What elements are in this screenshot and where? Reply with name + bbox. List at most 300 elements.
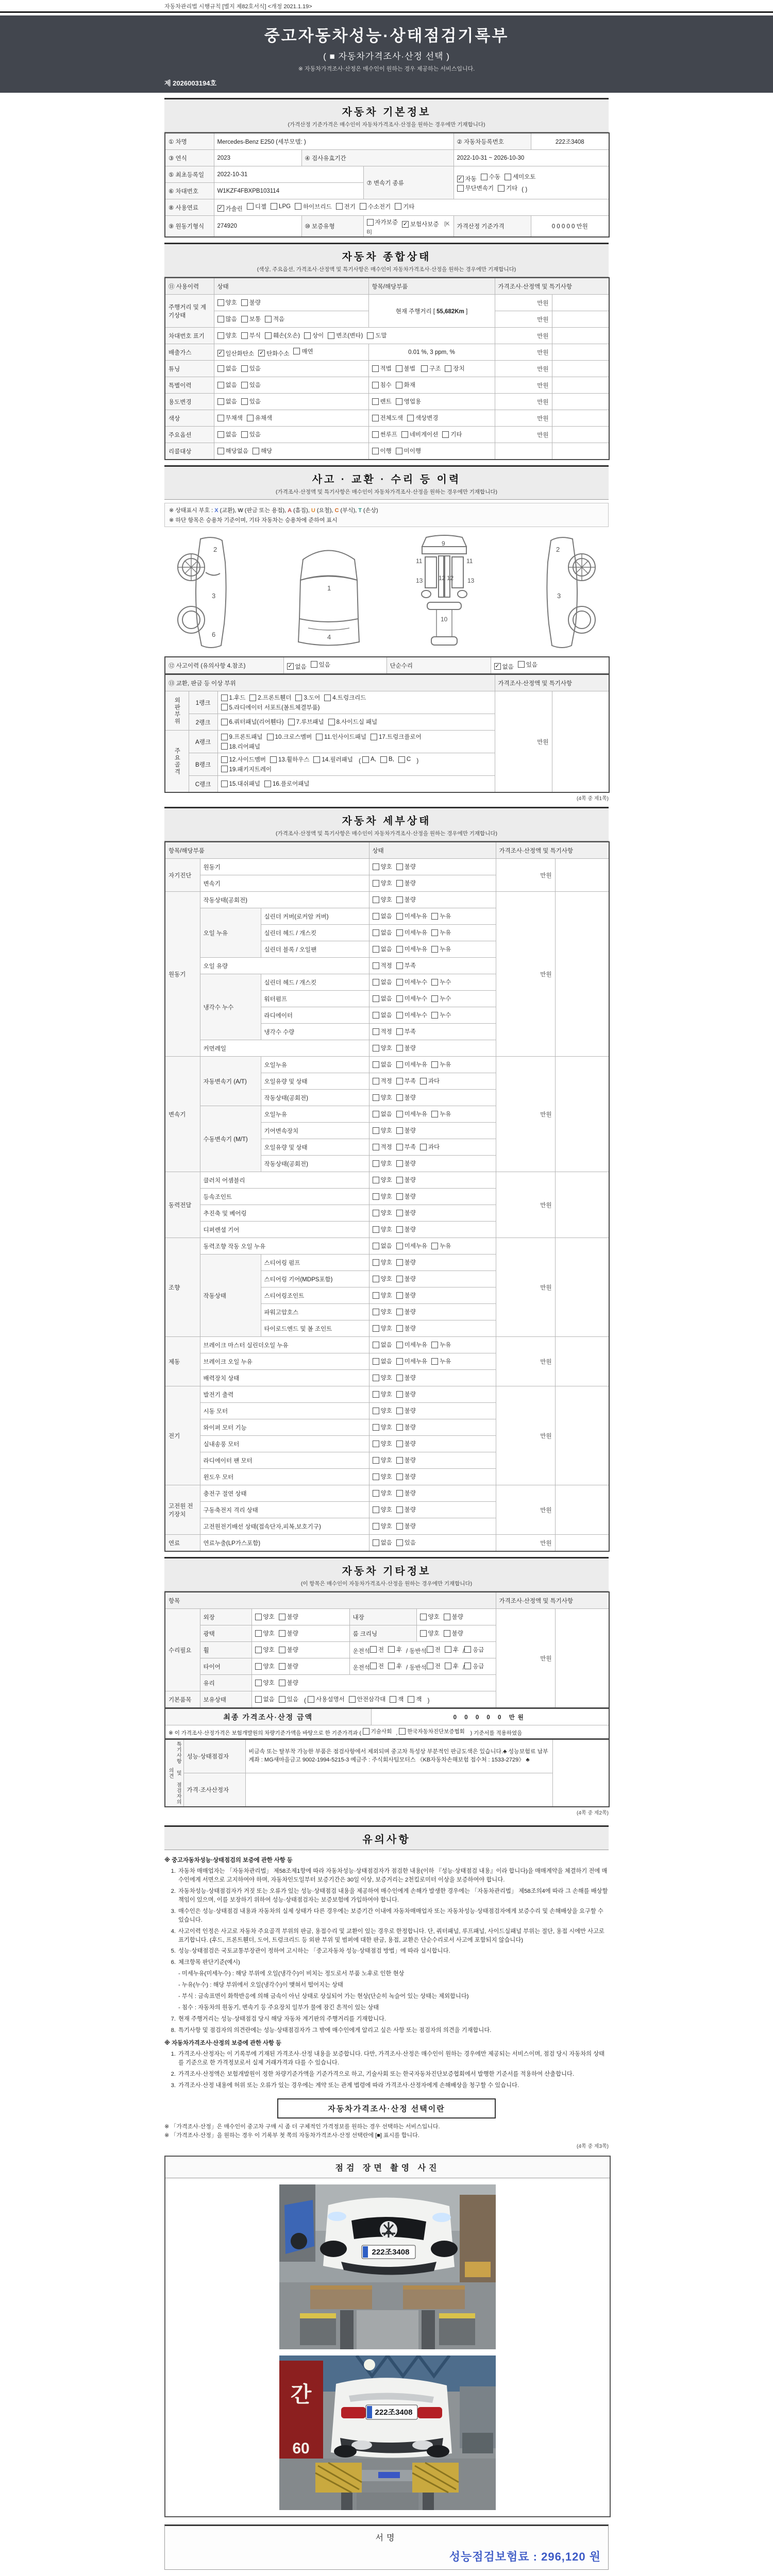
checkbox-누유[interactable] bbox=[431, 1341, 451, 1349]
checkbox-box bbox=[217, 299, 224, 306]
checkbox-가솔린[interactable] bbox=[217, 205, 243, 213]
checkbox-box bbox=[279, 1630, 285, 1637]
checkbox-불량[interactable] bbox=[279, 1646, 298, 1654]
checkbox-기타[interactable] bbox=[442, 430, 462, 438]
checkbox-미세누수[interactable] bbox=[396, 1011, 427, 1019]
checkbox-불량[interactable] bbox=[396, 1275, 416, 1283]
checkbox-없음[interactable] bbox=[373, 1110, 392, 1118]
checkbox-label: 양호 bbox=[380, 1326, 392, 1332]
checkbox-box bbox=[241, 299, 248, 306]
checkbox-수동[interactable] bbox=[481, 173, 500, 181]
final-price-value: 0 0 0 0 0 만원 bbox=[371, 1708, 609, 1725]
checkbox-box bbox=[390, 1696, 396, 1703]
value-cell bbox=[552, 427, 609, 443]
checkbox-이행[interactable] bbox=[372, 447, 392, 455]
checkbox-안전삼각대[interactable] bbox=[349, 1695, 386, 1703]
checkbox-응급[interactable] bbox=[464, 1662, 484, 1670]
section-other-header bbox=[164, 1557, 609, 1591]
checkbox-양호[interactable] bbox=[373, 1258, 392, 1266]
checkbox-불량[interactable] bbox=[396, 895, 416, 904]
value-cell bbox=[369, 1073, 496, 1090]
checkbox-네비게이션[interactable] bbox=[401, 430, 439, 438]
checkbox-box bbox=[421, 365, 428, 372]
label-cell: B랭크 bbox=[189, 753, 217, 776]
checkbox-후[interactable] bbox=[445, 1646, 459, 1654]
checkbox-세미오토[interactable] bbox=[505, 173, 535, 181]
checkbox-label: 있음 bbox=[318, 662, 330, 668]
checkbox-양호[interactable] bbox=[373, 1522, 392, 1530]
checkbox-누유[interactable] bbox=[431, 1357, 451, 1365]
checkbox-4.트렁크리드[interactable] bbox=[324, 693, 366, 702]
section-overall-title: 자동차 종합상태 bbox=[342, 251, 431, 263]
checkbox-과다[interactable] bbox=[420, 1143, 440, 1151]
checkbox-box bbox=[373, 1325, 379, 1332]
checkbox-무단변속기[interactable] bbox=[457, 184, 494, 192]
checkbox-양호[interactable] bbox=[373, 1472, 392, 1481]
checkbox-18.리어패널[interactable] bbox=[221, 742, 260, 751]
checkbox-한국자동차진단보증협회[interactable]: 한국자동차진단보증협회 bbox=[399, 1727, 465, 1735]
checkbox-양호[interactable] bbox=[373, 1390, 392, 1398]
checkbox-label: 적음 bbox=[273, 316, 285, 323]
checkbox-양호[interactable] bbox=[217, 298, 237, 307]
label-cell: 변속기 bbox=[165, 1057, 200, 1172]
checkbox-불량[interactable] bbox=[396, 1291, 416, 1299]
label-cell: 휠 bbox=[200, 1642, 251, 1658]
checkbox-label: 없음 bbox=[380, 1111, 392, 1118]
checkbox-불량[interactable] bbox=[396, 1176, 416, 1184]
checkbox-해당[interactable] bbox=[253, 447, 272, 455]
value-cell bbox=[555, 1535, 609, 1552]
checkbox-label: 13.휠하우스 bbox=[278, 757, 310, 763]
checkbox-양호[interactable] bbox=[373, 1374, 392, 1382]
checkbox-box bbox=[396, 1226, 403, 1233]
checkbox-없음[interactable] bbox=[373, 928, 392, 937]
photo-section-title: 점검 장면 촬영 사진 bbox=[165, 2157, 610, 2178]
checkbox-양호[interactable] bbox=[255, 1613, 275, 1621]
checkbox-있음[interactable] bbox=[518, 660, 537, 669]
opinion-appraiser-text bbox=[245, 1773, 552, 1807]
checkbox-7.루브패널[interactable] bbox=[288, 718, 324, 726]
select-note-line: ※ 「가격조사·산정」을 원하는 경우 이 기록부 첫 쪽의 자동차가격조사·산정 선택란에 [■] 표시를 합니다. bbox=[164, 2132, 419, 2139]
checkbox-label: 불량 bbox=[404, 1523, 416, 1530]
checkbox-box bbox=[255, 1630, 262, 1637]
checkbox-부식[interactable] bbox=[241, 331, 261, 340]
checkbox-무채색[interactable] bbox=[217, 414, 243, 422]
label-cell: 제동 bbox=[165, 1337, 200, 1386]
checkbox-양호[interactable] bbox=[255, 1662, 275, 1670]
checkbox-썬루프[interactable] bbox=[372, 430, 397, 438]
checkbox-있음[interactable] bbox=[241, 381, 261, 389]
checkbox-사용설명서[interactable] bbox=[308, 1695, 345, 1703]
checkbox-불량[interactable] bbox=[396, 862, 416, 871]
checkbox-A,[interactable] bbox=[362, 756, 376, 763]
checkbox-없음[interactable] bbox=[373, 1242, 392, 1250]
checkbox-9.프론트패널[interactable] bbox=[221, 733, 263, 741]
checkbox-불량[interactable] bbox=[396, 1439, 416, 1448]
value-cell: 만원 bbox=[495, 344, 552, 361]
checkbox-적정[interactable] bbox=[373, 1077, 392, 1085]
checkbox-label: 누유 bbox=[440, 1062, 451, 1069]
checkbox-11.인사이드패널[interactable] bbox=[316, 733, 366, 741]
checkbox-양호[interactable] bbox=[373, 1159, 392, 1167]
checkbox-전[interactable] bbox=[370, 1646, 384, 1654]
checkbox-양호[interactable] bbox=[420, 1629, 440, 1637]
checkbox-없음[interactable] bbox=[373, 1357, 392, 1365]
checkbox-box bbox=[217, 431, 224, 438]
checkbox-양호[interactable] bbox=[373, 1291, 392, 1299]
checkbox-양호[interactable] bbox=[373, 1489, 392, 1497]
checkbox-미세누유[interactable] bbox=[396, 945, 427, 953]
checkbox-14.필러패널[interactable] bbox=[313, 755, 352, 764]
section-basic-title: 자동차 기본정보 bbox=[342, 107, 431, 118]
checkbox-화재[interactable] bbox=[396, 381, 415, 389]
checkbox-불량[interactable] bbox=[396, 1192, 416, 1200]
checkbox-없음[interactable] bbox=[217, 364, 237, 372]
checkbox-자동[interactable] bbox=[457, 175, 477, 183]
checkbox-label: 썬루프 bbox=[380, 432, 397, 438]
checkbox-잭[interactable] bbox=[408, 1695, 422, 1703]
checkbox-label: 매연 bbox=[301, 348, 313, 355]
checkbox-전[interactable] bbox=[427, 1646, 441, 1654]
checkbox-불량[interactable] bbox=[396, 1308, 416, 1316]
checkbox-상이[interactable] bbox=[304, 331, 324, 340]
checkbox-6.쿼터패널(리어휀다)[interactable] bbox=[221, 718, 284, 726]
checkbox-불량[interactable] bbox=[396, 1423, 416, 1431]
checkbox-불량[interactable] bbox=[396, 1505, 416, 1514]
checkbox-누유[interactable] bbox=[431, 928, 451, 937]
checkbox-많음[interactable] bbox=[217, 315, 237, 323]
checkbox-없음[interactable] bbox=[373, 1341, 392, 1349]
checkbox-누유[interactable] bbox=[431, 945, 451, 953]
checkbox-없음[interactable] bbox=[217, 397, 237, 405]
checkbox-양호[interactable] bbox=[373, 1209, 392, 1217]
checkbox-label: 양호 bbox=[380, 1210, 392, 1217]
value-cell bbox=[369, 1255, 496, 1271]
checkbox-누유[interactable] bbox=[431, 1110, 451, 1118]
checkbox-미이행[interactable] bbox=[396, 447, 421, 455]
checkbox-미세누유[interactable] bbox=[396, 912, 427, 920]
checkbox-양호[interactable] bbox=[255, 1679, 275, 1687]
checkbox-미세누유[interactable] bbox=[396, 1357, 427, 1365]
checkbox-렌트[interactable] bbox=[372, 397, 392, 405]
checkbox-미세누수[interactable] bbox=[396, 978, 427, 986]
checkbox-box bbox=[372, 431, 379, 438]
checkbox-box bbox=[420, 1614, 427, 1620]
checkbox-양호[interactable] bbox=[373, 1126, 392, 1134]
checkbox-8.사이드실 패널[interactable] bbox=[328, 718, 377, 726]
checkbox-도말[interactable] bbox=[367, 331, 386, 340]
checkbox-전기[interactable] bbox=[336, 202, 356, 211]
checkbox-label: 양호 bbox=[380, 1293, 392, 1299]
checkbox-불량[interactable] bbox=[279, 1662, 298, 1670]
checkbox-box bbox=[396, 896, 403, 903]
value-cell: 커먼레일 bbox=[200, 1040, 369, 1057]
checkbox-label: 해당없음 bbox=[225, 448, 248, 455]
checkbox-누수[interactable] bbox=[431, 1011, 451, 1019]
checkbox-침수[interactable] bbox=[372, 381, 392, 389]
checkbox-누유[interactable] bbox=[431, 912, 451, 920]
checkbox-불량[interactable] bbox=[396, 1456, 416, 1464]
checkbox-없음[interactable] bbox=[373, 1060, 392, 1069]
checkbox-누유[interactable] bbox=[431, 1242, 451, 1250]
value-cell bbox=[369, 1172, 496, 1189]
checkbox-17.트렁크플로어[interactable] bbox=[371, 733, 422, 741]
checkbox-label: 있음 bbox=[249, 399, 261, 405]
checkbox-box bbox=[444, 1614, 450, 1620]
value-cell: Mercedes-Benz E250 (세부모델: ) bbox=[214, 133, 453, 150]
checkbox-적음[interactable] bbox=[265, 315, 284, 323]
checkbox-미세누수[interactable] bbox=[396, 994, 427, 1003]
checkbox-양호[interactable] bbox=[373, 1406, 392, 1415]
checkbox-적법[interactable] bbox=[372, 364, 392, 372]
checkbox-불법[interactable] bbox=[396, 364, 415, 372]
checkbox-없음[interactable] bbox=[287, 663, 307, 671]
checkbox-미세누유[interactable] bbox=[396, 928, 427, 937]
checkbox-부족[interactable] bbox=[396, 1027, 416, 1036]
checkbox-label: 유채색 bbox=[255, 415, 273, 422]
checkbox-미세누유[interactable] bbox=[396, 1242, 427, 1250]
checkbox-B,[interactable] bbox=[380, 756, 394, 763]
checkbox-기타[interactable] bbox=[395, 202, 414, 211]
checkbox-보험사보증[interactable] bbox=[402, 220, 439, 228]
value-cell: 실린더 커버(로커암 커버) bbox=[261, 908, 369, 925]
checkbox-LPG[interactable] bbox=[271, 203, 291, 210]
checkbox-매연[interactable] bbox=[293, 347, 313, 355]
checkbox-양호[interactable] bbox=[373, 879, 392, 887]
checkbox-없음[interactable] bbox=[373, 912, 392, 920]
checkbox-양호[interactable] bbox=[373, 862, 392, 871]
checkbox-box bbox=[373, 1127, 379, 1134]
checkbox-있음[interactable] bbox=[311, 660, 330, 669]
checkbox-미세누유[interactable] bbox=[396, 1060, 427, 1069]
checkbox-불량[interactable] bbox=[396, 879, 416, 887]
checkbox-있음[interactable] bbox=[241, 364, 261, 372]
inspector-opinion-table bbox=[164, 1739, 610, 1807]
value-cell bbox=[368, 427, 495, 443]
value-cell bbox=[368, 377, 495, 394]
checkbox-불량[interactable] bbox=[396, 1159, 416, 1167]
checkbox-양호[interactable] bbox=[255, 1646, 275, 1654]
checkbox-있음[interactable] bbox=[396, 1538, 416, 1547]
checkbox-16.플로어패널[interactable] bbox=[264, 779, 310, 788]
checkbox-label: 양호 bbox=[263, 1680, 275, 1687]
checkbox-box bbox=[498, 185, 505, 192]
page-marker-1: (4쪽 중 제1쪽) bbox=[577, 796, 609, 802]
page-title: 중고자동차성능·상태점검기록부 bbox=[264, 27, 509, 45]
checkbox-해당없음[interactable] bbox=[217, 447, 248, 455]
checkbox-불량[interactable] bbox=[396, 1489, 416, 1497]
checkbox-양호[interactable] bbox=[373, 895, 392, 904]
checkbox-전[interactable] bbox=[370, 1662, 384, 1670]
checkbox-12.사이드멤버[interactable] bbox=[221, 755, 266, 764]
checkbox-양호[interactable] bbox=[373, 1456, 392, 1464]
checkbox-양호[interactable] bbox=[373, 1324, 392, 1332]
checkbox-없음[interactable] bbox=[373, 1011, 392, 1019]
checkbox-디젤[interactable] bbox=[247, 202, 266, 211]
checkbox-3.도어[interactable] bbox=[295, 693, 320, 702]
checkbox-15.대쉬패널[interactable] bbox=[221, 779, 260, 788]
checkbox-양호[interactable] bbox=[373, 1192, 392, 1200]
checkbox-13.휠하우스[interactable] bbox=[270, 755, 309, 764]
value-cell bbox=[369, 1386, 496, 1403]
checkbox-없음[interactable] bbox=[373, 994, 392, 1003]
checkbox-없음[interactable] bbox=[373, 945, 392, 953]
checkbox-양호[interactable] bbox=[373, 1505, 392, 1514]
checkbox-label: 불량 bbox=[287, 1664, 298, 1670]
legend-note: ※ 하단 항목은 승용차 기준이며, 기타 자동차는 승용차에 준하여 표시 bbox=[169, 517, 338, 523]
checkbox-부족[interactable] bbox=[396, 1077, 416, 1085]
checkbox-불량[interactable] bbox=[279, 1613, 298, 1621]
checkbox-box bbox=[457, 185, 464, 192]
checkbox-양호[interactable] bbox=[217, 331, 237, 340]
checkbox-불량[interactable] bbox=[396, 1406, 416, 1415]
checkbox-2.프론트휀더[interactable] bbox=[249, 693, 291, 702]
value-cell bbox=[552, 443, 609, 460]
checkbox-box: ✓ bbox=[288, 663, 293, 669]
checkbox-색상변경[interactable] bbox=[407, 414, 438, 422]
checkbox-양호[interactable] bbox=[373, 1176, 392, 1184]
checkbox-없음[interactable] bbox=[217, 430, 237, 438]
checkbox-장치[interactable] bbox=[445, 364, 464, 372]
checkbox-불량[interactable] bbox=[396, 1390, 416, 1398]
checkbox-box bbox=[396, 995, 403, 1002]
checkbox-label: 양호 bbox=[380, 880, 392, 887]
notice-item: 3. 가격조사·산정 내용에 허위 또는 오류가 있는 경우에는 계약 또는 관계 법령에 따라 가격조사·산정자에게 손해배상을 청구할 수 있습니다. bbox=[171, 2082, 519, 2089]
checkbox-불량[interactable] bbox=[396, 1258, 416, 1266]
checkbox-잭[interactable] bbox=[390, 1695, 404, 1703]
checkbox-불량[interactable] bbox=[444, 1613, 463, 1621]
checkbox-label: 가솔린 bbox=[225, 206, 243, 212]
checkbox-탄화수소[interactable] bbox=[258, 349, 289, 358]
checkbox-box bbox=[313, 756, 320, 763]
checkbox-10.크로스멤버[interactable] bbox=[267, 733, 312, 741]
checkbox-양호[interactable] bbox=[373, 1423, 392, 1431]
checkbox-적정[interactable] bbox=[373, 1027, 392, 1036]
checkbox-box bbox=[373, 1375, 379, 1381]
checkbox-자가보증[interactable] bbox=[367, 218, 398, 226]
section-basic-sub: (가격산정 기준가격은 매수인이 자동차가격조사·산정을 원하는 경우에만 기재합니다) bbox=[288, 122, 485, 128]
checkbox-일산화탄소[interactable] bbox=[217, 349, 255, 358]
checkbox-5.라디에이터 서포트(볼트체결부품)[interactable] bbox=[221, 703, 320, 711]
value-cell bbox=[552, 328, 609, 344]
checkbox-불량[interactable] bbox=[396, 1209, 416, 1217]
checkbox-label: 있음 bbox=[526, 662, 537, 668]
checkbox-양호[interactable] bbox=[373, 1225, 392, 1233]
checkbox-변조(변타)[interactable] bbox=[328, 331, 363, 340]
checkbox-label: 양호 bbox=[380, 1309, 392, 1316]
checkbox-box bbox=[373, 1045, 379, 1052]
checkbox-불량[interactable] bbox=[279, 1679, 298, 1687]
checkbox-label: 무채색 bbox=[225, 415, 243, 422]
label-cell: 광택 bbox=[200, 1625, 251, 1642]
checkbox-불량[interactable] bbox=[396, 1374, 416, 1382]
checkbox-불량[interactable] bbox=[241, 298, 261, 307]
checkbox-부족[interactable] bbox=[396, 1143, 416, 1151]
checkbox-label: 미세누유 bbox=[404, 946, 428, 953]
checkbox-전체도색[interactable] bbox=[372, 414, 403, 422]
checkbox-19.패키지트레이[interactable] bbox=[221, 765, 272, 773]
checkbox-양호[interactable] bbox=[373, 1439, 392, 1448]
checkbox-누수[interactable] bbox=[431, 994, 451, 1003]
checkbox-없음[interactable] bbox=[255, 1695, 275, 1703]
checkbox-누유[interactable] bbox=[431, 1060, 451, 1069]
checkbox-box bbox=[427, 1646, 433, 1653]
checkbox-있음[interactable] bbox=[279, 1695, 298, 1703]
checkbox-label: 있음 bbox=[249, 366, 261, 372]
value-cell bbox=[369, 1106, 496, 1123]
checkbox-과다[interactable] bbox=[420, 1077, 440, 1085]
checkbox-불량[interactable] bbox=[396, 1522, 416, 1530]
checkbox-하이브리드[interactable] bbox=[295, 202, 332, 211]
checkbox-C[interactable] bbox=[398, 756, 411, 763]
checkbox-양호[interactable] bbox=[420, 1613, 440, 1621]
checkbox-후[interactable] bbox=[388, 1646, 402, 1654]
checkbox-적정[interactable] bbox=[373, 1143, 392, 1151]
checkbox-불량[interactable] bbox=[396, 1044, 416, 1052]
checkbox-미세누유[interactable] bbox=[396, 1110, 427, 1118]
checkbox-없음[interactable] bbox=[373, 978, 392, 986]
checkbox-기술사회[interactable]: 기술사회 bbox=[363, 1727, 392, 1735]
signature-label[interactable]: 서명 bbox=[375, 2533, 398, 2543]
checkbox-box bbox=[267, 734, 274, 740]
value-cell: 스티어링 기어(MDPS포함) bbox=[261, 1271, 369, 1287]
checkbox-불량[interactable] bbox=[396, 1093, 416, 1101]
checkbox-양호[interactable] bbox=[373, 1275, 392, 1283]
checkbox-응급[interactable] bbox=[464, 1646, 484, 1654]
checkbox-양호[interactable] bbox=[255, 1629, 275, 1637]
checkbox-양호[interactable] bbox=[373, 1308, 392, 1316]
checkbox-기타[interactable] bbox=[498, 184, 517, 192]
checkbox-보통[interactable] bbox=[241, 315, 261, 323]
checkbox-label: 불량 bbox=[451, 1631, 463, 1637]
checkbox-수소전기[interactable] bbox=[360, 202, 391, 211]
checkbox-불량[interactable] bbox=[279, 1629, 298, 1637]
checkbox-훼손(오손)[interactable] bbox=[265, 331, 300, 340]
checkbox-미세누유[interactable] bbox=[396, 1341, 427, 1349]
checkbox-양호[interactable] bbox=[373, 1044, 392, 1052]
checkbox-있음[interactable] bbox=[241, 430, 261, 438]
value-cell bbox=[369, 1271, 496, 1287]
checkbox-없음[interactable] bbox=[217, 381, 237, 389]
checkbox-적정[interactable] bbox=[373, 961, 392, 970]
checkbox-불량[interactable] bbox=[396, 1472, 416, 1481]
checkbox-불량[interactable] bbox=[396, 1126, 416, 1134]
checkbox-양호[interactable] bbox=[373, 1093, 392, 1101]
checkbox-있음[interactable] bbox=[241, 397, 261, 405]
checkbox-불량[interactable] bbox=[396, 1225, 416, 1233]
checkbox-후[interactable] bbox=[445, 1662, 459, 1670]
checkbox-box bbox=[401, 431, 408, 438]
checkbox-후[interactable] bbox=[388, 1662, 402, 1670]
checkbox-유채색[interactable] bbox=[247, 414, 272, 422]
checkbox-부족[interactable] bbox=[396, 961, 416, 970]
checkbox-불량[interactable] bbox=[396, 1324, 416, 1332]
checkbox-없음[interactable] bbox=[494, 663, 514, 671]
value-cell bbox=[251, 1642, 349, 1658]
checkbox-label: 양호 bbox=[380, 1458, 392, 1464]
checkbox-없음[interactable] bbox=[373, 1538, 392, 1547]
checkbox-누수[interactable] bbox=[431, 978, 451, 986]
checkbox-구조[interactable] bbox=[421, 364, 441, 372]
checkbox-box bbox=[442, 431, 449, 438]
checkbox-1.후드[interactable] bbox=[221, 693, 246, 702]
value-cell: 브레이크 오일 누유 bbox=[200, 1353, 369, 1370]
document-number: 제 2026003194호 bbox=[164, 79, 217, 87]
checkbox-전[interactable] bbox=[427, 1662, 441, 1670]
checkbox-box bbox=[373, 995, 379, 1002]
checkbox-불량[interactable] bbox=[444, 1629, 463, 1637]
checkbox-영업용[interactable] bbox=[396, 397, 421, 405]
